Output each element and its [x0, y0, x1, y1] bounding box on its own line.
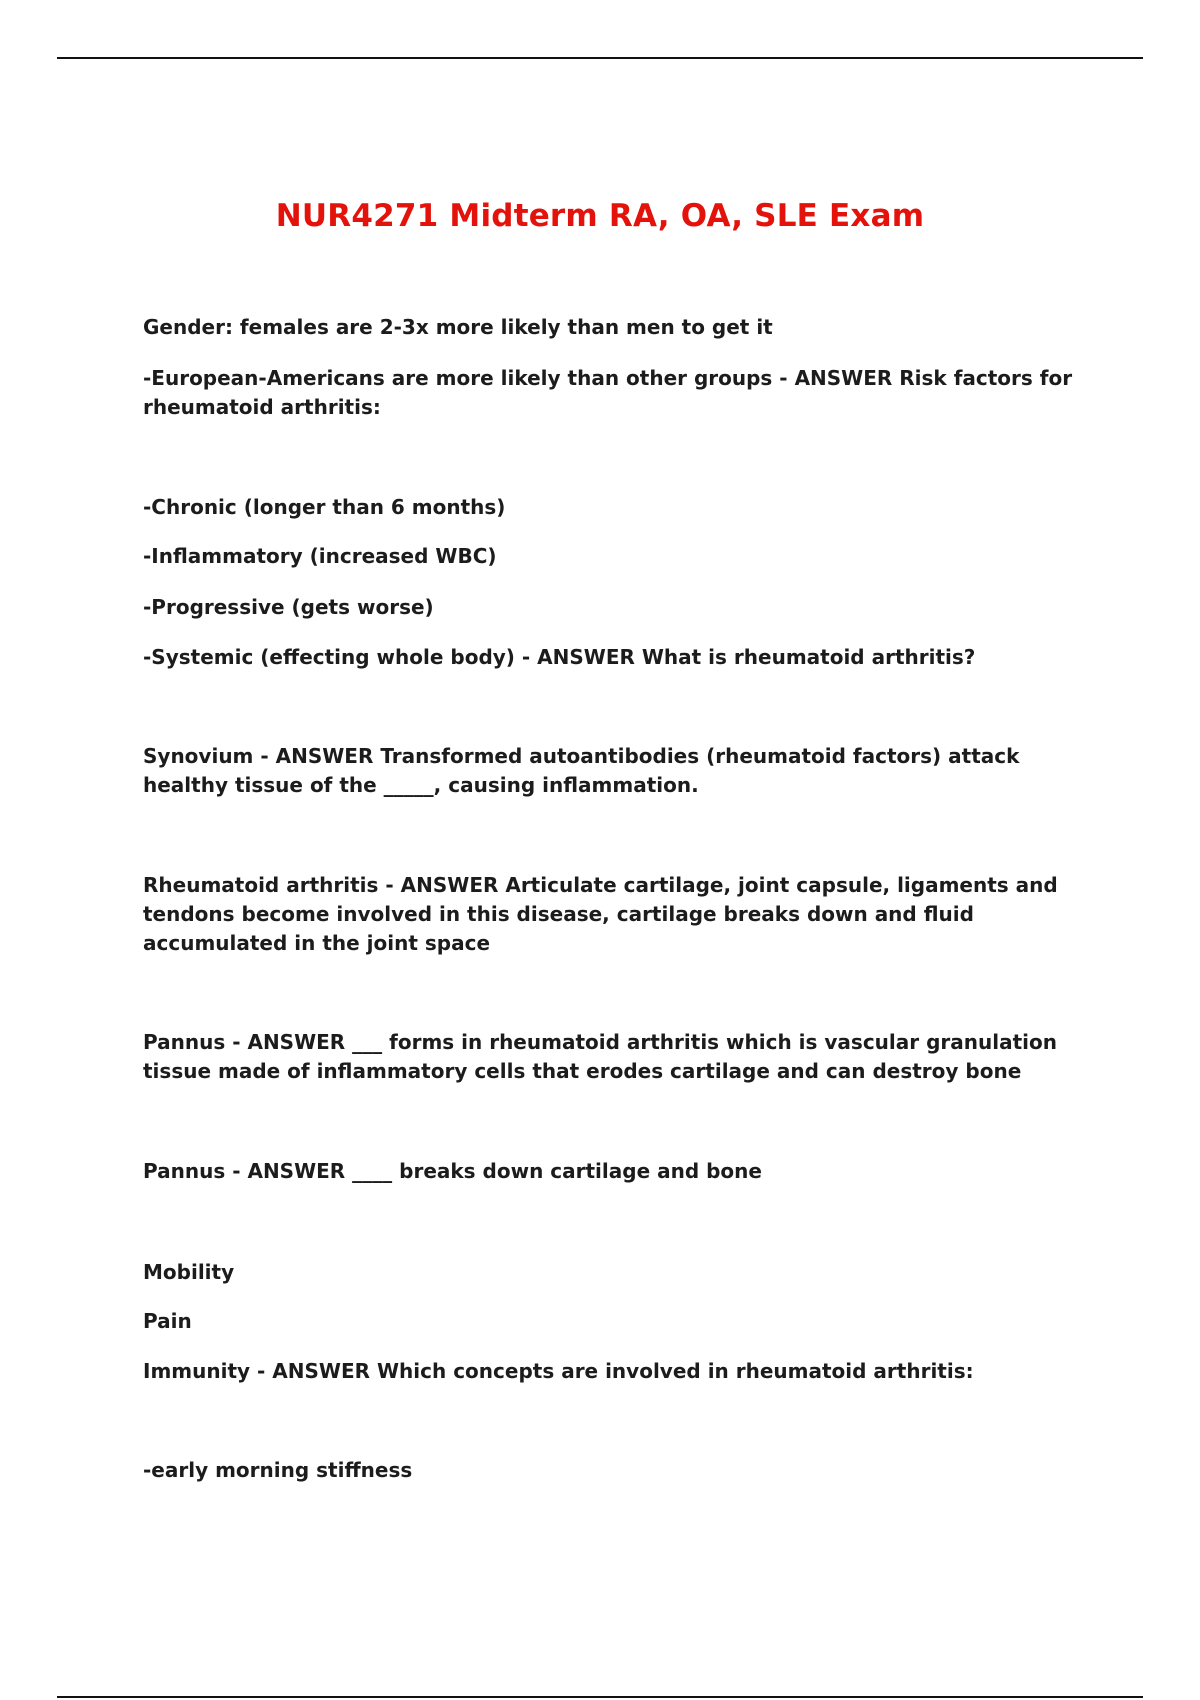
bottom-rule: [57, 1696, 1143, 1698]
paragraph-pannus-breaks: Pannus - ANSWER ____ breaks down cartilage and bone: [143, 1159, 762, 1183]
paragraph-chronic: -Chronic (longer than 6 months): [143, 495, 506, 519]
paragraph-synovium: Synovium - ANSWER Transformed autoantibodies (rheumatoid factors) attack healthy tissue of the _____, causing inflammation.: [143, 744, 1020, 797]
paragraph-gender: Gender: females are 2-3x more likely than men to get it: [143, 315, 773, 339]
document-title: NUR4271 Midterm RA, OA, SLE Exam: [275, 198, 925, 234]
paragraph-systemic: -Systemic (effecting whole body) - ANSWER What is rheumatoid arthritis?: [143, 645, 976, 669]
paragraph-morning-stiffness: -early morning stiffness: [143, 1458, 413, 1482]
paragraph-progressive: -Progressive (gets worse): [143, 595, 434, 619]
paragraph-rheumatoid-arthritis: Rheumatoid arthritis - ANSWER Articulate cartilage, joint capsule, ligaments and tendons become involved in this disease, cartilage breaks down and fluid accumulated in the joint space: [143, 873, 1058, 955]
paragraph-pain: Pain: [143, 1309, 192, 1333]
top-rule: [57, 57, 1143, 59]
paragraph-pannus-forms: Pannus - ANSWER ___ forms in rheumatoid arthritis which is vascular granulation tissue made of inflammatory cells that erodes cartilage and can destroy bone: [143, 1030, 1057, 1083]
paragraph-immunity: Immunity - ANSWER Which concepts are involved in rheumatoid arthritis:: [143, 1359, 974, 1383]
paragraph-inflammatory: -Inflammatory (increased WBC): [143, 544, 497, 568]
paragraph-mobility: Mobility: [143, 1260, 235, 1284]
paragraph-risk-factors: -European-Americans are more likely than other groups - ANSWER Risk factors for rheumatoid arthritis:: [143, 366, 1073, 419]
